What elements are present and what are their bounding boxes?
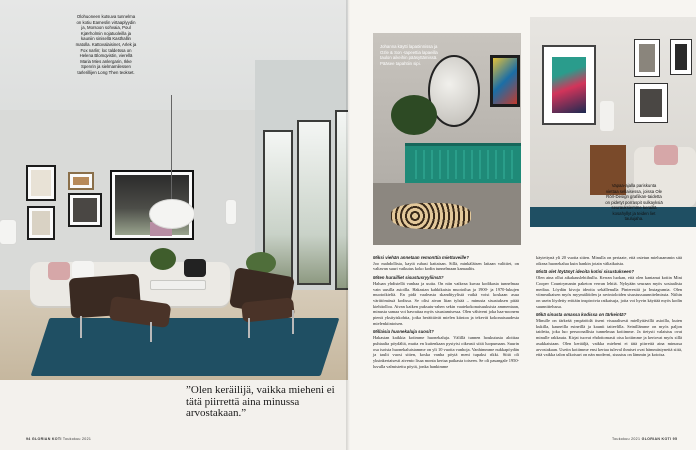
spread-gutter	[346, 0, 350, 450]
chair-leg	[150, 322, 152, 342]
framed-print	[542, 45, 596, 125]
artwork-frame	[68, 193, 102, 227]
interview-answer: Joo mahdollista, kaytä ruhasi kattaisan. Sillä, minkäläisen laitaan valittiet, on valtavan suuri vaikutus koko kodin tunnelmaan kamaaltis.	[373, 260, 519, 272]
interview-question: Mistä olet löytänyt ideoita kotisi sisustukseen?	[536, 269, 635, 275]
wall-artwork	[490, 55, 520, 107]
studio-caption: Vapaa-ajalla pariskunta viettaa sellaisessa, joissa Ole Rörl-Design grafiikan-taidetta on pidetyt porraspit sulkayksiä seurauksiemme keraillä kosahyllyt ja teiden liet taulujaha.	[605, 183, 663, 221]
pendant-lamp	[150, 200, 194, 228]
chair-leg	[292, 310, 294, 334]
table-lamp	[600, 101, 614, 131]
pull-quote: ”Olen keräilijä, vaikka mieheni ei tätä piirrettä aina minussa arvostakaan.”	[186, 384, 335, 419]
artwork-frame	[27, 206, 55, 240]
page-number: 94	[26, 437, 31, 441]
patterned-pillow	[184, 259, 206, 277]
table-lamp	[0, 220, 16, 244]
living-room-photo	[0, 0, 348, 380]
window-pane	[297, 120, 331, 285]
folio-left	[26, 437, 91, 441]
small-print	[670, 39, 692, 75]
page-number: 95	[672, 437, 678, 441]
plant	[391, 95, 437, 135]
interview-question: Mikä sinusta omassa kodissa on tärkeintä?	[536, 312, 627, 318]
folio-right	[612, 437, 677, 441]
interview-answer: Hakastan kaikkia kotimme huonekaluja. Välillä tunnen houkutusta aloittaa puhtaalta pöydältä, mutta en kuitenkaan pystyisi oikeasti siitä luopumaan. Suurin osa isoista huonekaluistamme on yli 10 vuotta vanhoja. Vanhimmme nukkapöydän ja taulit vuosi sitten, koska vanha pöytä meni tupaksi rikki. Siitä oli yksinkertaisesti aivento lisaa monta kertaa paikasta toiseen. Se oli pasangale 1950-luvulla valmistettu pöytä, jonka hankimme	[373, 335, 519, 369]
pink-pillow	[654, 145, 678, 165]
leopard-rug	[391, 203, 471, 229]
interview-question: Miten hurailliet sisustusryyliinsä?	[373, 275, 444, 281]
chair-leg	[248, 318, 250, 338]
issue-date: Toukokuu 2021	[612, 437, 641, 441]
interview-answer: käytettynä yli 20 vuotta sitten. Minulla on periaate, että ostetun mielusammin sitä oikeaa huonekalua kuin hankin jotain väliaikaista.	[536, 255, 682, 266]
hall-caption: Johanna käytti lapaöinnissa ja Ozle & Son -tapeettia lapaeilla taulon aikeihin pääsyttämissä. Pääsee tapahtiin sipi.	[380, 44, 438, 66]
chair-leg	[80, 316, 82, 338]
interview-answer: Haluan yhdistellä vanhaa ja uutta. On niin vaikeaa kuvaa kodikasta tunnelmaa vain uusilla asioilla. Hakastan kahkikaista muotoilua ja 1900- ja 1970-lukujen muotoikieliä. En pidä vaaleasta skandityylistä vaikä voisi koskaan asua väriitömässä kodissa. Se olisi aivan liian tylsää – minusta sisustuksen pitää kiehitolloa. Aivan kaiken puksuiu-rahen sekin vaatekokonaisuuksista ammentaan, minusta samaa voi havraitaa myös sisustamisessa. Olen vähiveni joka haa-noonem pienit yksityiskohtia, jotka heräittävät mielen kiintoa ja tekevät kokonaisuudesta mielenkiintoisen.	[373, 280, 519, 326]
green-sideboard	[405, 143, 521, 183]
small-print	[634, 83, 668, 123]
coffee-table	[150, 280, 206, 290]
pink-pillow	[48, 262, 70, 280]
artwork-frame	[68, 172, 94, 190]
magazine-name: GLORIAN KOTI	[641, 437, 672, 441]
article-column-a	[373, 255, 519, 372]
magazine-name: GLORIAN KOTI	[31, 437, 62, 441]
article-column-b	[536, 255, 682, 361]
lamp-cord	[171, 95, 172, 205]
floor-lamp	[226, 200, 236, 224]
interview-question: Miksi viehän annetaan remonttia miettuveille?	[373, 255, 469, 260]
artwork-frame	[26, 165, 56, 201]
interview-answer: Minulle on tärkeää ympäröidä itseni visuaalisesti miellyttävillä asioilla, kuten kukilla, kauneilla esineillä ja kaunii taiteelilla. Seinillämme on myös paljon taidetta, joka luo persoonallisia tunnelmaa kotiimme. Ja tietysti valaistus ovat minulle rakkauta. Kirjat tuovat ehdottomasti oisa kotiimme ja kertovat myös sillä asukkaistaan. Olen kerääljä, vaikka mieheni ei tätä piirrettä aina minussa arvostakaan. Useiin kotiimme ensi kertaa tuleval ihmiset ovat hämmästyneitä siitä, että vaikka talon ulkoisurt on nän moderni, sisustus on lämmin ja kotoisa.	[536, 318, 682, 358]
small-print	[634, 39, 660, 77]
interview-question: Millaisia huonekaluja suosit?	[373, 329, 434, 335]
intro-caption: Olohuoneen kutsuva tunnelma on kotiu Eameslin virtaaplyydin ja, Morsoon sohvaia, Poul Kjærholmin nojatuoleilla ja kauniin sinisellä Kasthallin matolla. Kattovalaisinet, Arlek ja Fox narlin; loc taldetssa on Helena Blomqvistin, vierellä Maria Mies anlergarin, Ikke Spenrin ja sielmamilessen tarlerillijen Long Then teokset.	[75, 14, 137, 75]
plant	[150, 248, 176, 270]
interview-answer: Olen aina ollut aikakauslehtihullu. Kerran luokan, että olen kantanut kotiin Mini Cooper Countrymanin paketon verran lehtiä. Nykyään seuraan myös sosiaalista mediaa. Löydän kivoja ideoita sekällenulla Pinterestiä ja Instagramia. Olen viimeaikaisen myös myymälöiden ja ravintoloiden sisustussuunnitelmissta. Niihin on usein löydetty erittäin inspiroivia ratkaisuja, joita voi hyvin käyttää myös kodin suunnittelussa.	[536, 275, 682, 309]
issue-date: Toukokuu 2021	[62, 437, 92, 441]
